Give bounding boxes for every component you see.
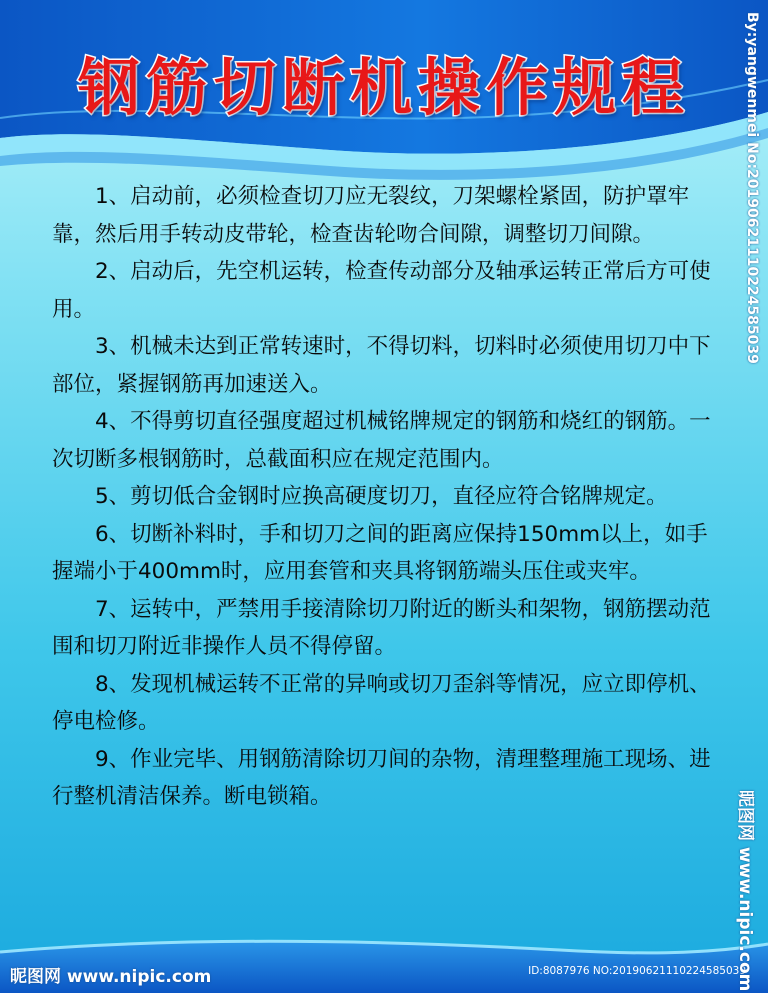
regulation-item-5: 5、剪切低合金钢时应换高硬度切刀，直径应符合铭牌规定。 xyxy=(95,484,668,509)
vertical-credit-text: By:yangwenmei No:20190621110224585039 xyxy=(744,12,760,364)
regulation-item-4: 4、不得剪切直径强度超过机械铭牌规定的钢筋和烧红的钢筋。一次切断多根钢筋时，总截面积应在规定范围内。 xyxy=(52,409,711,472)
vertical-site-watermark xyxy=(735,790,764,992)
regulation-list xyxy=(52,178,728,816)
regulation-item-6: 6、切断补料时，手和切刀之间的距离应保持150mm以上，如手握端小于400mm时，应用套管和夹具将钢筋端头压住或夹牢。 xyxy=(52,521,708,584)
regulation-item-1: 1、启动前，必须检查切刀应无裂纹，刀架螺栓紧固，防护罩牢靠，然后用手转动皮带轮，检查齿轮吻合间隙，调整切刀间隙。 xyxy=(52,184,690,247)
vertical-credit-watermark xyxy=(740,12,762,374)
poster-title: 钢筋切断机操作规程 xyxy=(77,51,690,124)
regulation-item-9: 9、作业完毕、用钢筋清除切刀间的杂物，清理整理施工现场、进行整机清洁保养。断电锁箱。 xyxy=(52,746,711,809)
nipic-watermark-id: ID:8087976 NO:20190621110224585039 xyxy=(528,965,746,977)
regulation-item-2: 2、启动后，先空机运转，检查传动部分及轴承运转正常后方可使用。 xyxy=(52,259,711,322)
regulation-item-7: 7、运转中，严禁用手接清除切刀附近的断头和架物，钢筋摆动范围和切刀附近非操作人员不得停留。 xyxy=(52,596,711,659)
regulation-item-3: 3、机械未达到正常转速时，不得切料，切料时必须使用切刀中下部位，紧握钢筋再加速送入。 xyxy=(52,334,711,397)
nipic-watermark-logo: 昵图网 www.nipic.com xyxy=(10,967,212,987)
regulation-item-8: 8、发现机械运转不正常的异响或切刀歪斜等情况，应立即停机、停电检修。 xyxy=(52,671,711,734)
vertical-site-text: 昵图网 www.nipic.com xyxy=(735,790,755,992)
